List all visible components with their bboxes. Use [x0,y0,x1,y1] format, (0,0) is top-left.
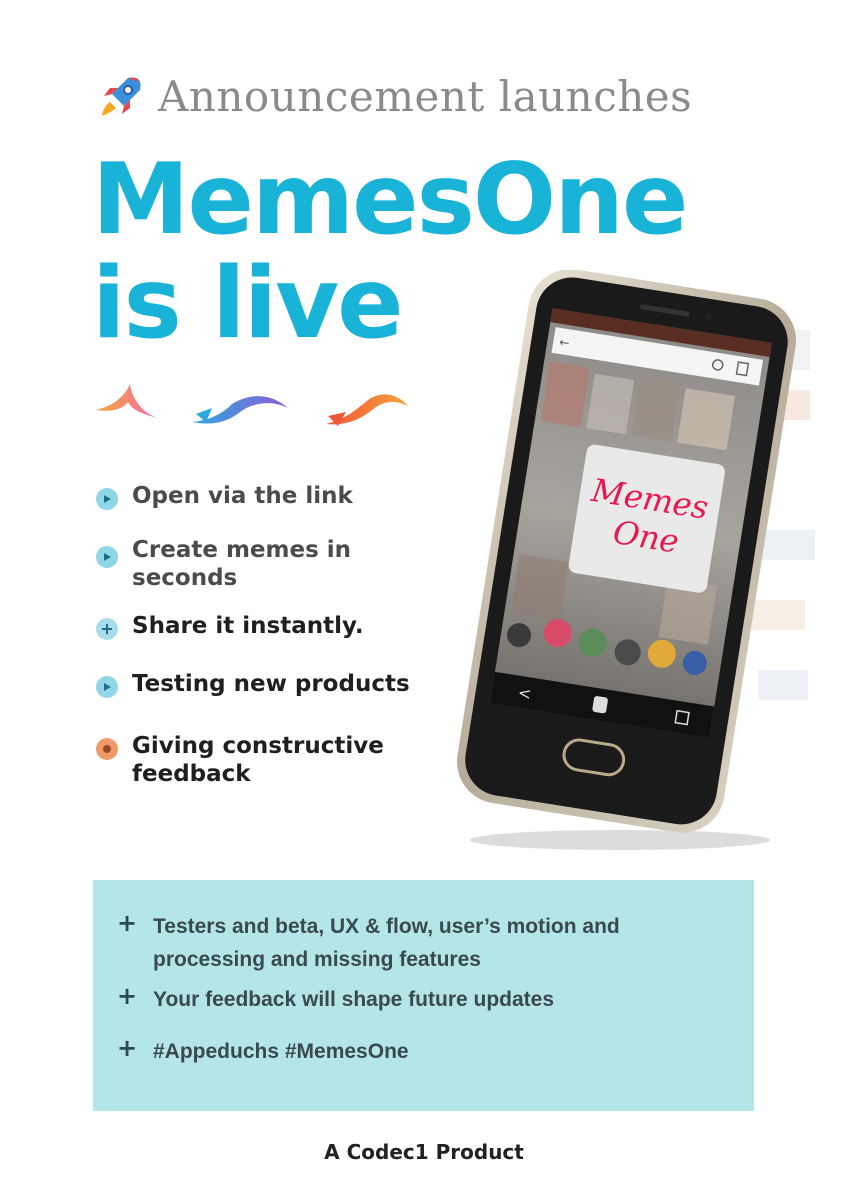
feature-item [96,612,364,640]
svg-text:←: ← [558,334,571,351]
circle-dot-icon [96,738,118,760]
plus-dot-icon [96,618,118,640]
header-title: Announcement launches [158,72,693,121]
panel-item [117,983,713,1016]
info-panel [93,880,754,1111]
feature-item [96,732,422,788]
hero-line-1: MemesOne [92,143,687,257]
plus-icon: + [117,982,138,1010]
swoosh-decoration [92,380,422,440]
feature-label: Giving constructive feedback [132,733,384,787]
panel-item-text: #Appeduchs #MemesOne [153,1040,409,1063]
feature-label: Testing new products [132,671,410,697]
phone-illustration [420,270,840,870]
feature-label: Create memes in seconds [132,537,352,591]
plus-icon: + [117,1034,138,1062]
panel-item-text: Testers and beta, UX & flow, user’s motion and processing and missing features [153,915,620,971]
phone-mockup [420,270,840,870]
footer-credit: A Codec1 Product [324,1140,524,1164]
feature-label: Open via the link [132,483,353,509]
panel-item-text: Your feedback will shape future updates [153,988,555,1011]
feature-item [96,670,410,698]
play-dot-icon [96,546,118,568]
panel-item [117,1035,713,1068]
feature-item [96,536,392,592]
feature-item [96,482,353,510]
phone-logo-line-1: Memes [588,470,711,527]
play-dot-icon [96,676,118,698]
announcement-header [98,72,692,121]
panel-item [117,910,713,976]
play-dot-icon [96,488,118,510]
svg-text:<: < [516,682,533,704]
phone-logo-line-2: One [610,512,682,561]
rocket-icon [98,74,144,120]
hero-line-2: is live [92,247,402,361]
plus-icon: + [117,909,138,937]
feature-label: Share it instantly. [132,613,364,639]
